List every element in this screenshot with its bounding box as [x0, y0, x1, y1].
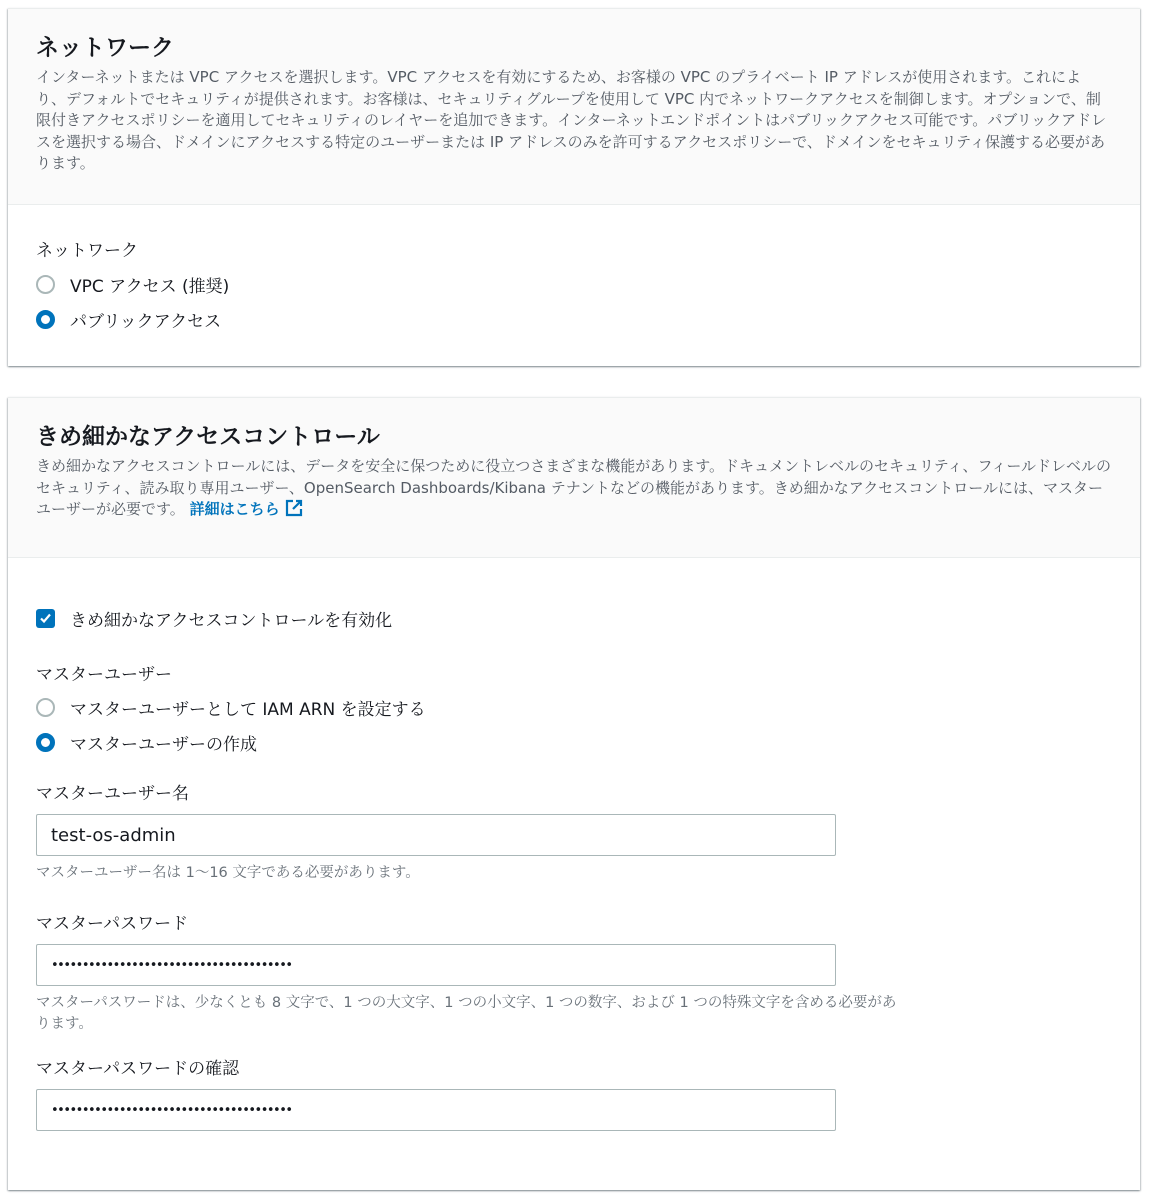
radio-selected-icon: [36, 733, 55, 752]
master-username-input[interactable]: [36, 814, 836, 856]
radio-public-access[interactable]: [36, 302, 1112, 337]
network-description: インターネットまたは VPC アクセスを選択します。VPC アクセスを有効にするため、お客様の VPC のプライベート IP アドレスが使用されます。これにより、デフォルトでセキュリティが提供されます。お客様は、セキュリティグループを使用して VPC 内でネットワークアクセスを制御します。オプションで、制限付きアクセスポリシーを適用してセキュリティのレイヤーを追加できます。インターネットエンドポイントはパブリックアクセス可能です。パブリックアドレスを選択する場合、ドメインにアクセスする特定のユーザーまたは IP アドレスのみを許可するアクセスポリシーで、ドメインをセキュリティ保護する必要があります。: [36, 68, 1107, 172]
password-hint: マスターパスワードは、少なくとも 8 文字で、1 つの大文字、1 つの小文字、1 つの数字、および 1 つの特殊文字を含める必要があります。: [36, 995, 897, 1032]
radio-label: パブリックアクセス: [70, 312, 222, 332]
checkbox-label: きめ細かなアクセスコントロールを有効化: [70, 611, 393, 631]
radio-vpc-access[interactable]: [36, 267, 1112, 302]
username-hint: マスターユーザー名は 1〜16 文字である必要があります。: [36, 865, 420, 881]
network-title: ネットワーク: [36, 35, 174, 61]
confirm-password-label: マスターパスワードの確認: [36, 1059, 240, 1079]
fine-grained-access-panel: [8, 397, 1140, 1190]
enable-fgac-checkbox[interactable]: [36, 601, 1112, 636]
radio-label: マスターユーザーの作成: [70, 735, 257, 755]
radio-icon: [36, 698, 55, 717]
fgac-description: [36, 456, 1116, 521]
master-password-input[interactable]: [36, 944, 836, 986]
radio-create-master-user[interactable]: [36, 725, 1112, 760]
radio-selected-icon: [36, 310, 55, 329]
learn-more-label: 詳細はこちら: [189, 500, 280, 518]
network-field-label: ネットワーク: [36, 241, 138, 261]
radio-iam-arn[interactable]: [36, 690, 1112, 725]
master-user-label: マスターユーザー: [36, 665, 172, 685]
external-link-icon: [285, 499, 303, 517]
learn-more-link[interactable]: [190, 500, 303, 518]
confirm-password-input[interactable]: [36, 1089, 836, 1131]
radio-label: VPC アクセス (推奨): [70, 277, 230, 297]
fgac-title: きめ細かなアクセスコントロール: [36, 424, 380, 450]
username-label: マスターユーザー名: [36, 784, 189, 804]
checkbox-checked-icon: [36, 609, 55, 628]
radio-icon: [36, 275, 55, 294]
password-label: マスターパスワード: [36, 914, 189, 934]
radio-label: マスターユーザーとして IAM ARN を設定する: [70, 700, 426, 720]
fgac-description-text: きめ細かなアクセスコントロールには、データを安全に保つために役立つさまざまな機能があります。ドキュメントレベルのセキュリティ、フィールドレベルのセキュリティ、読み取り専用ユーザー、OpenSearch Dashboards/Kibana テナントなどの機能があります。きめ細かなアクセスコントロールには、マスターユーザーが必要です。: [36, 457, 1112, 518]
network-panel: [8, 8, 1140, 366]
